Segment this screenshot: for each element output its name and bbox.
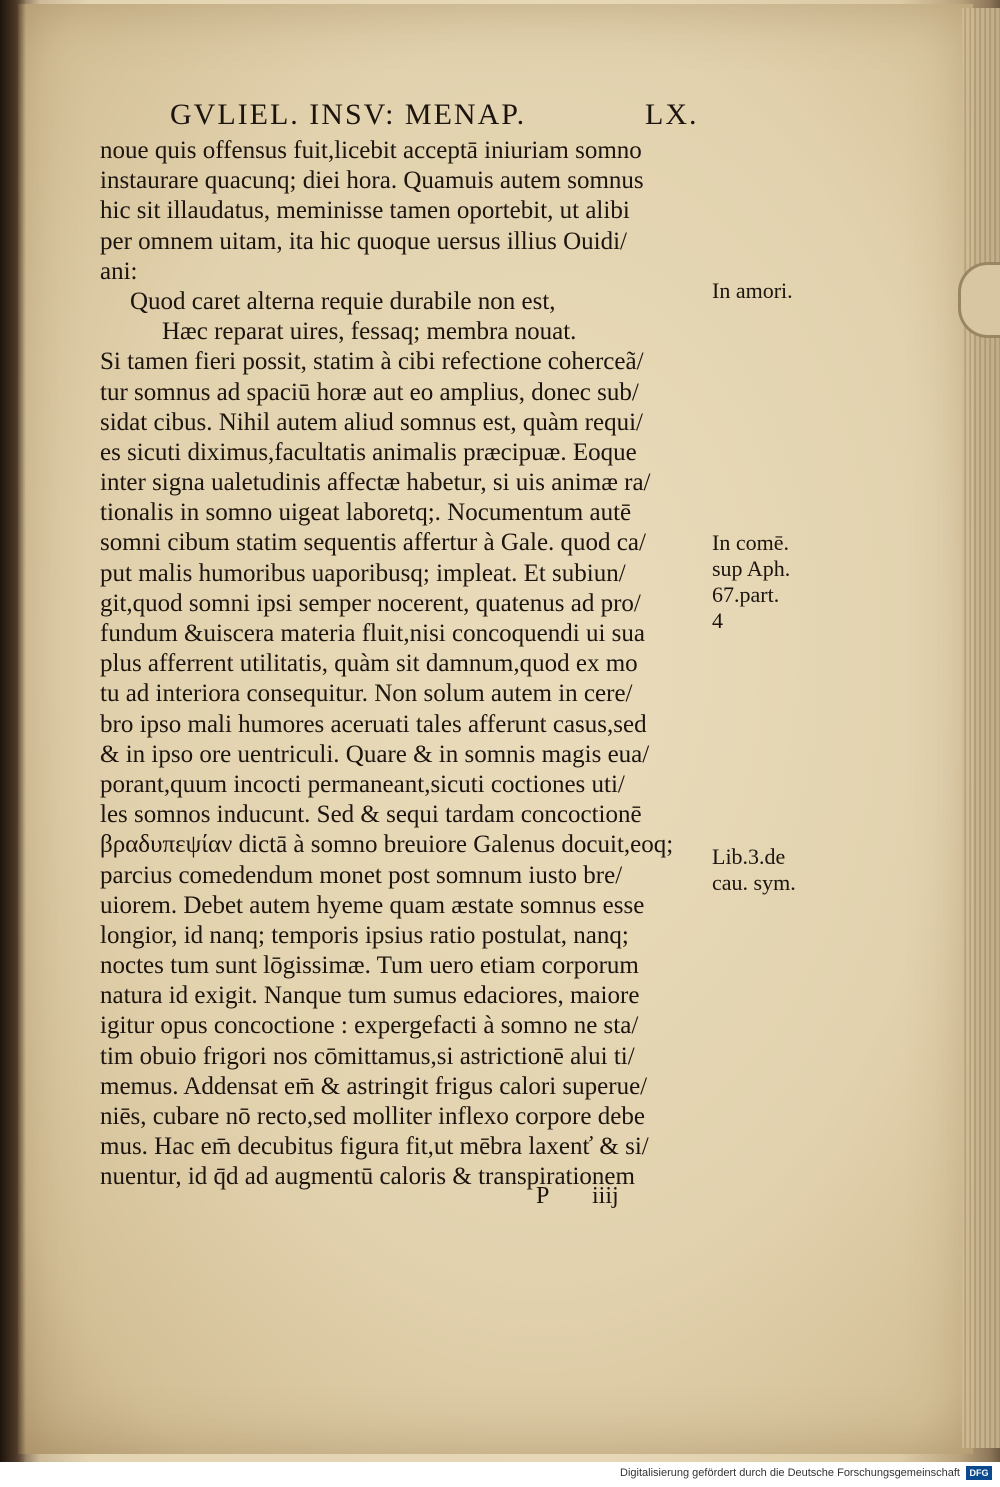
- folio-number: LX.: [645, 98, 699, 131]
- margin-note-line: 4: [712, 608, 723, 633]
- text-line: ani:: [100, 257, 138, 285]
- index-tab: [958, 262, 1000, 338]
- text-line: sidat cibus. Nihil autem aliud somnus est, quàm requi/: [100, 408, 643, 436]
- text-line: les somnos inducunt. Sed & sequi tardam concoctionē: [100, 801, 642, 829]
- text-line: igitur opus concoctione : expergefacti à somno ne sta/: [100, 1012, 639, 1040]
- margin-note: [712, 530, 790, 634]
- text-line: es sicuti diximus,facultatis animalis præcipuæ. Eoque: [100, 438, 637, 466]
- text-line: somni cibum statim sequentis affertur à Gale. quod ca/: [100, 529, 646, 557]
- text-line: uiorem. Debet autem hyeme quam æstate somnus esse: [100, 891, 645, 919]
- text-line: tim obuio frigori nos cōmittamus,si astrictionē alui ti/: [100, 1042, 635, 1070]
- margin-note: [712, 278, 793, 304]
- text-line: nuentur, id q̄d ad augmentū caloris & transpirationem: [100, 1163, 635, 1191]
- text-line: noctes tum sunt lōgissimæ. Tum uero etiam corporum: [100, 952, 639, 980]
- text-line: tionalis in somno uigeat laboretq;. Nocumentum autē: [100, 499, 632, 527]
- text-line: plus afferrent utilitatis, quàm sit damnum,quod ex mo: [100, 650, 638, 678]
- text-line: & in ipso ore uentriculi. Quare & in somnis magis eua/: [100, 740, 650, 768]
- margin-note-line: cau. sym.: [712, 870, 796, 895]
- funding-credit: Digitalisierung gefördert durch die Deutsche Forschungsgemeinschaft: [620, 1467, 960, 1479]
- text-line: noue quis offensus fuit,licebit acceptā iniuriam somno: [100, 137, 642, 164]
- text-line: git,quod somni ipsi semper nocerent, quatenus ad pro/: [100, 589, 641, 617]
- main-text: [100, 136, 710, 1193]
- signature-number: iiij: [592, 1183, 619, 1209]
- verse-line: Quod caret alterna requie durabile non est,: [130, 287, 556, 315]
- text-line: natura id exigit. Nanque tum sumus edaciores, maiore: [100, 982, 640, 1010]
- text-line: bro ipso mali humores aceruati tales afferunt casus,sed: [100, 710, 647, 738]
- signature-mark: P: [536, 1183, 550, 1209]
- text-line: per omnem uitam, ita hic quoque uersus illius Ouidi/: [100, 227, 628, 255]
- text-line: memus. Addensat em̄ & astringit frigus calori superue/: [100, 1072, 648, 1100]
- text-line: Si tamen fieri possit, statim à cibi refectione coherceã/: [100, 348, 644, 376]
- margin-note-line: 67.part.: [712, 582, 780, 607]
- dfg-logo: DFG: [966, 1466, 992, 1480]
- text-line: put malis humoribus uaporibusq; impleat. Et subiun/: [100, 559, 626, 587]
- text-line: porant,quum incocti permaneant,sicuti coctiones uti/: [100, 770, 625, 798]
- text-line: inter signa ualetudinis affectæ habetur, si uis animæ ra/: [100, 469, 651, 497]
- text-line: longior, id nanq; temporis ipsius ratio postulat, nanq;: [100, 921, 629, 949]
- margin-note: [712, 844, 796, 896]
- text-line: instaurare quacunq; diei hora. Quamuis autem somnus: [100, 167, 644, 195]
- margin-note-line: Lib.3.de: [712, 844, 786, 869]
- verse-line: Hæc reparat uires, fessaq; membra nouat.: [162, 318, 577, 346]
- margin-note-line: sup Aph.: [712, 556, 791, 581]
- text-line: niēs, cubare nō recto,sed molliter inflexo corpore debe: [100, 1103, 645, 1130]
- binding-gutter: [0, 0, 26, 1487]
- page-edges: [962, 8, 1000, 1448]
- text-line: tur somnus ad spaciū horæ aut eo amplius, donec sub/: [100, 378, 639, 406]
- text-line: tu ad interiora consequitur. Non solum autem in cere/: [100, 680, 633, 708]
- text-line: fundum &uiscera materia fluit,nisi concoquendi ui sua: [100, 620, 645, 647]
- text-line: βραδυπεψίαν dictā à somno breuiore Galenus docuit,eoq;: [100, 831, 674, 859]
- running-head: GVLIEL. INSV: MENAP.: [170, 98, 527, 131]
- text-line: hic sit illaudatus, meminisse tamen oportebit, ut alibi: [100, 197, 630, 225]
- text-line: mus. Hac em̄ decubitus figura fit,ut mēbra laxenť & si/: [100, 1133, 649, 1161]
- margin-note-line: In comē.: [712, 530, 789, 555]
- margin-note-line: In amori.: [712, 278, 793, 303]
- text-line: parcius comedendum monet post somnum iusto bre/: [100, 861, 623, 889]
